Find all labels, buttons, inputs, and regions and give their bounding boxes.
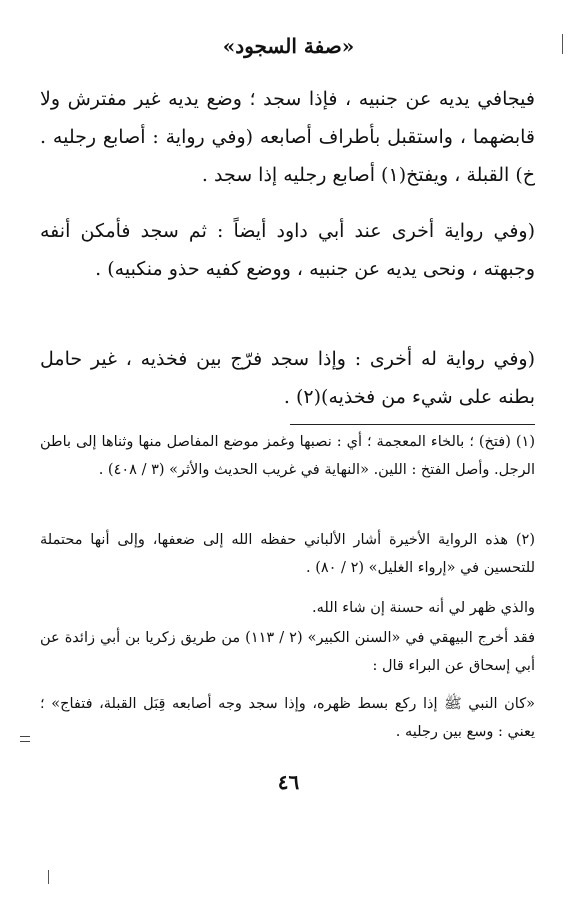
- footnote-2-quote: «كان النبي ﷺ إذا ركع بسط ظهره، وإذا سجد وجه أصابعه قِبَل القبلة، فتفاج» ؛ يعني : وسع بين رجليه .: [40, 696, 535, 740]
- body-paragraph-2: (وفي رواية أخرى عند أبي داود أيضاً : ثم سجد فأمكن أنفه وجبهته ، ونحى يديه عن جنبيه ، ووضع كفيه حذو منكبيه) .: [40, 220, 535, 280]
- page-number: ٤٦: [277, 770, 300, 794]
- footnote-1: (١) (فتخ) ؛ بالخاء المعجمة ؛ أي : نصبها وغمز موضع المفاصل منها وثناها إلى باطن الرجل. وأصل الفتخ : اللين. «النهاية في غريب الحديث والأثر» (٣ / ٤٠٨) .: [40, 434, 535, 478]
- margin-mark: [48, 870, 50, 884]
- margin-mark: [20, 736, 30, 742]
- body-paragraph-3: (وفي رواية له أخرى : وإذا سجد فرّج بين فخذيه ، غير حامل بطنه على شيء من فخذيه)(٢) .: [40, 348, 535, 408]
- page-title: «صفة السجود»: [222, 34, 355, 58]
- footnote-divider: [290, 424, 535, 425]
- body-paragraph-1: فيجافي يديه عن جنبيه ، فإذا سجد ؛ وضع يديه غير مفترش ولا قابضهما ، واستقبل بأطراف أصابعه (وفي رواية : أصابع رجليه . خ) القبلة ، ويفتخ(١) أصابع رجليه إذا سجد .: [40, 88, 535, 186]
- footnote-2: (٢) هذه الرواية الأخيرة أشار الألباني حفظه الله إلى ضعفها، وإلى أنها محتملة للتحسين في «إرواء الغليل» (٢ / ٨٠) .: [40, 532, 535, 576]
- footnote-2-continuation: والذي ظهر لي أنه حسنة إن شاء الله.: [312, 600, 535, 616]
- footnote-2-source: فقد أخرج البيهقي في «السنن الكبير» (٢ / ١١٣) من طريق زكريا بن أبي زائدة عن أبي إسحاق عن البراء قال :: [40, 630, 536, 674]
